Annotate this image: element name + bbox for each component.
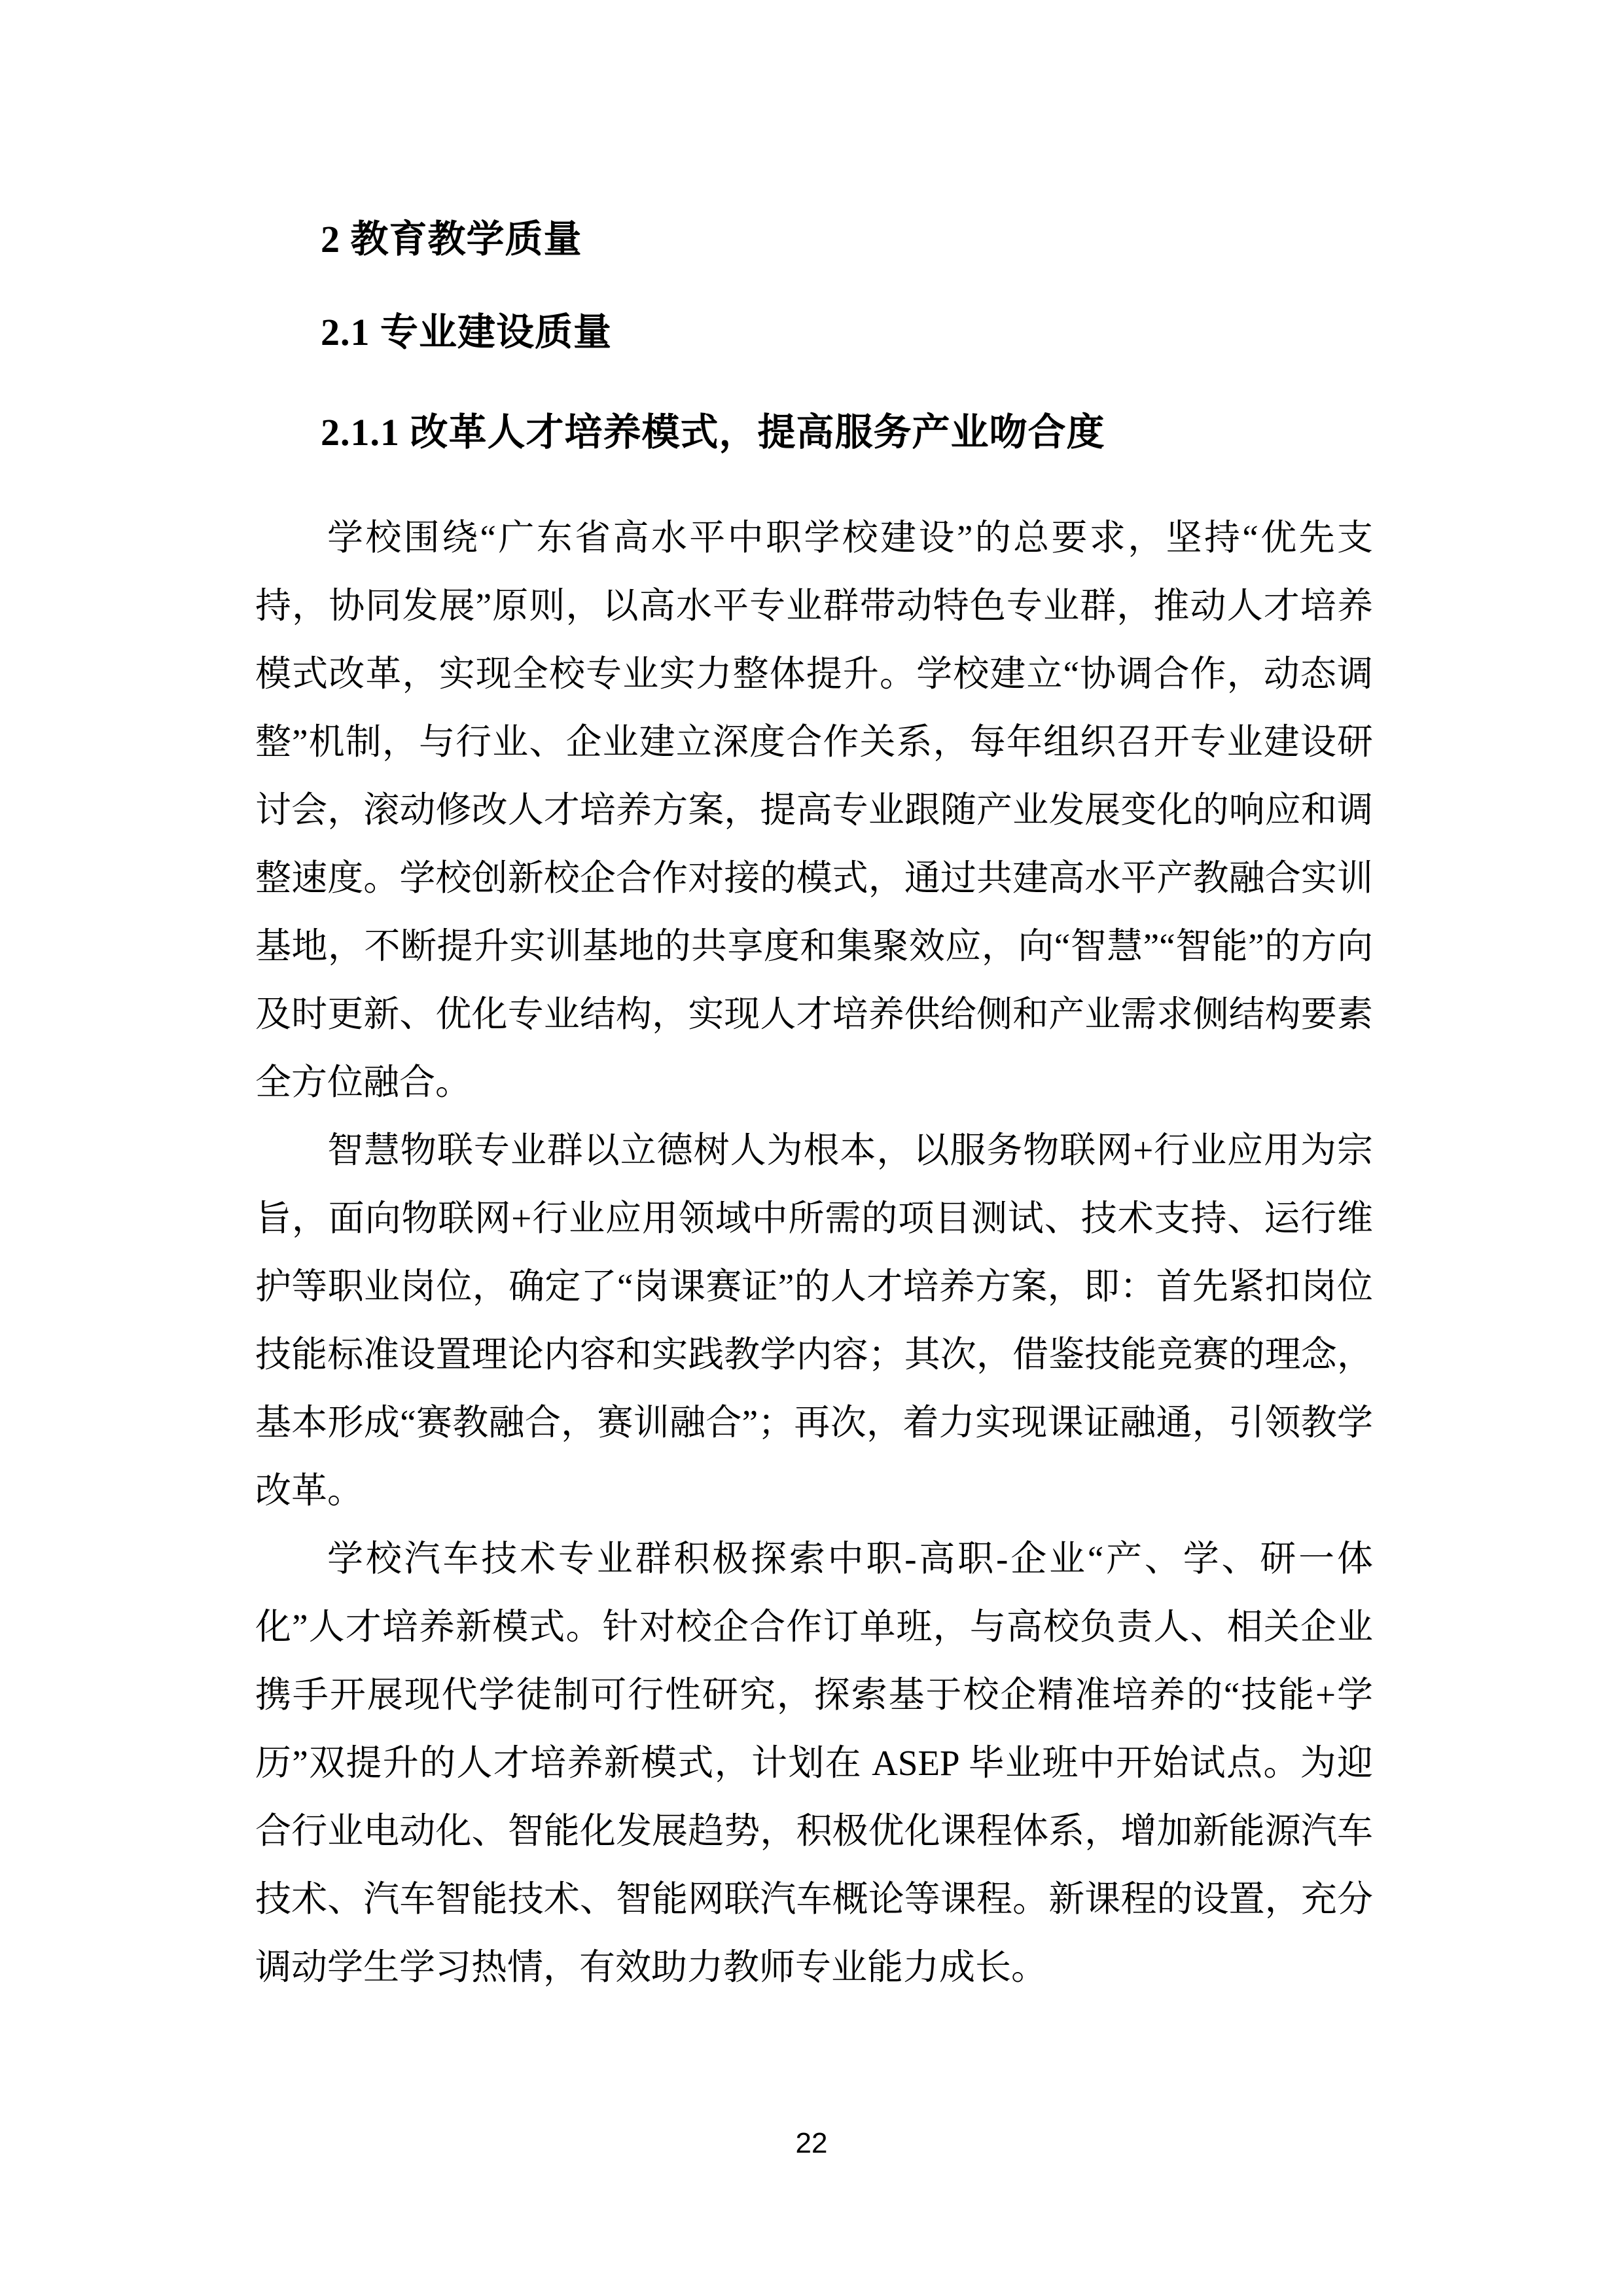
subsubsection-heading: 2.1.1 改革人才培养模式，提高服务产业吻合度 — [321, 411, 1105, 454]
paragraph-school-overview: 学校围绕“广东省高水平中职学校建设”的总要求，坚持“优先支持，协同发展”原则，以高水平专业群带动特色专业群，推动人才培养模式改革，实现全校专业实力整体提升。学校建立“协调合作，动态调整”机制，与行业、企业建立深度合作关系，每年组织召开专业建设研讨会，滚动修改人才培养方案，提高专业跟随产业发展变化的响应和调整速度。学校创新校企合作对接的模式，通过共建高水平产教融合实训基地，不断提升实训基地的共享度和集聚效应，向“智慧”“智能”的方向及时更新、优化专业结构，实现人才培养供给侧和产业需求侧结构要素全方位融合。 — [255, 518, 1373, 1102]
paragraph-auto-group: 学校汽车技术专业群积极探索中职-高职-企业“产、学、研一体化”人才培养新模式。针对校企合作订单班，与高校负责人、相关企业携手开展现代学徒制可行性研究，探索基于校企精准培养的“技能+学历”双提升的人才培养新模式，计划在 ASEP 毕业班中开始试点。为迎合行业电动化、智能化发展趋势，积极优化课程体系，增加新能源汽车技术、汽车智能技术、智能网联汽车概论等课程。新课程的设置，充分调动学生学习热情，有效助力教师专业能力成长。 — [255, 1539, 1373, 1987]
page-number: 22 — [795, 2127, 828, 2159]
subsection-heading: 2.1 专业建设质量 — [321, 311, 613, 353]
document-content — [255, 196, 1373, 2001]
section-heading: 2 教育教学质量 — [321, 218, 582, 260]
paragraph-iot-group: 智慧物联专业群以立德树人为根本，以服务物联网+行业应用为宗旨，面向物联网+行业应用领域中所需的项目测试、技术支持、运行维护等职业岗位，确定了“岗课赛证”的人才培养方案，即：首先紧扣岗位技能标准设置理论内容和实践教学内容；其次，借鉴技能竞赛的理念，基本形成“赛教融合，赛训融合”；再次，着力实现课证融通，引领教学改革。 — [255, 1130, 1373, 1511]
